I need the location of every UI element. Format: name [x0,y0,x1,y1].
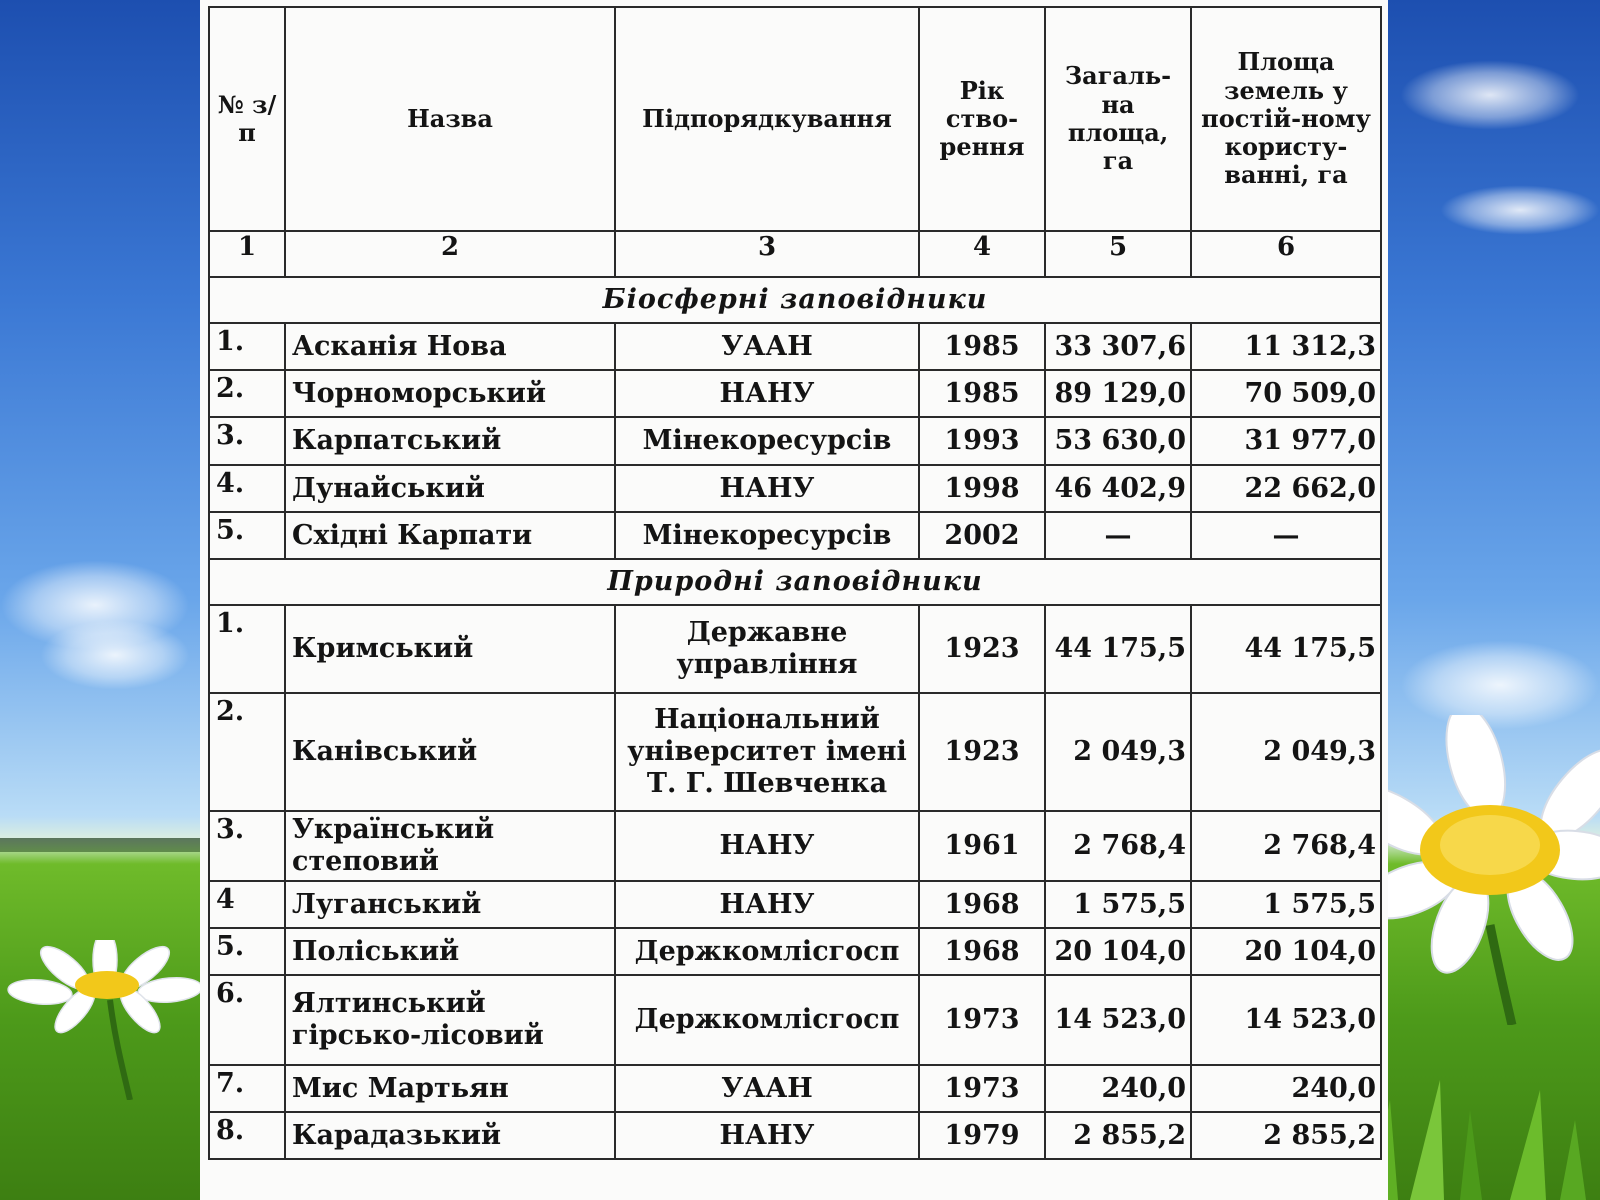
cloud-decoration [40,620,190,690]
subordination: Держкомлісгосп [615,975,919,1065]
total-area: 20 104,0 [1045,928,1191,975]
reserves-table [208,6,1382,1160]
subordination: НАНУ [615,811,919,881]
header-total-area: Загаль-на площа, га [1045,7,1191,231]
total-area: 33 307,6 [1045,323,1191,370]
total-area: 89 129,0 [1045,370,1191,417]
reserve-name: Східні Карпати [285,512,615,559]
column-number: 5 [1045,231,1191,277]
subordination: УААН [615,323,919,370]
permanent-area: 2 768,4 [1191,811,1381,881]
permanent-area: 70 509,0 [1191,370,1381,417]
header-number: № з/п [209,7,285,231]
year: 1923 [919,605,1045,693]
total-area: 14 523,0 [1045,975,1191,1065]
header-subordination: Підпорядкування [615,7,919,231]
section-header-row [209,559,1381,605]
reserve-name: Кримський [285,605,615,693]
treeline-decoration [0,838,205,852]
year: 1993 [919,417,1045,465]
row-number: 6. [209,975,285,1065]
permanent-area: 44 175,5 [1191,605,1381,693]
permanent-area: 2 049,3 [1191,693,1381,811]
subordination: НАНУ [615,370,919,417]
subordination: НАНУ [615,1112,919,1159]
section-header-row [209,277,1381,323]
small-daisy-icon [5,940,205,1100]
column-number: 3 [615,231,919,277]
total-area: 1 575,5 [1045,881,1191,928]
total-area: 44 175,5 [1045,605,1191,693]
column-number-row [209,231,1381,277]
row-number: 5. [209,928,285,975]
reserve-name: Мис Мартьян [285,1065,615,1112]
table-row [209,1065,1381,1112]
column-number: 6 [1191,231,1381,277]
document-page [200,0,1388,1200]
table-row [209,811,1381,881]
cloud-decoration [1440,185,1600,235]
subordination: НАНУ [615,465,919,512]
cloud-decoration [1400,60,1580,130]
year: 1968 [919,928,1045,975]
total-area: 2 768,4 [1045,811,1191,881]
reserve-name: Карадазький [285,1112,615,1159]
daisy-flower-icon [1370,715,1600,1025]
row-number: 1. [209,605,285,693]
row-number: 8. [209,1112,285,1159]
column-number: 1 [209,231,285,277]
reserve-name: Луганський [285,881,615,928]
table-row [209,512,1381,559]
total-area: 2 049,3 [1045,693,1191,811]
reserve-name: Ялтинський гірсько-лісовий [285,975,615,1065]
subordination: Державне управління [615,605,919,693]
table-row [209,465,1381,512]
permanent-area: 1 575,5 [1191,881,1381,928]
reserve-name: Український степовий [285,811,615,881]
header-name: Назва [285,7,615,231]
row-number: 1. [209,323,285,370]
section-title: Природні заповідники [209,559,1381,605]
year: 2002 [919,512,1045,559]
table-header-row [209,7,1381,231]
table-row [209,1112,1381,1159]
reserve-name: Чорноморський [285,370,615,417]
table-row [209,417,1381,465]
subordination: НАНУ [615,881,919,928]
permanent-area: 14 523,0 [1191,975,1381,1065]
column-number: 2 [285,231,615,277]
year: 1973 [919,1065,1045,1112]
year: 1973 [919,975,1045,1065]
year: 1998 [919,465,1045,512]
section-title: Біосферні заповідники [209,277,1381,323]
subordination: Держкомлісгосп [615,928,919,975]
reserve-name: Карпатський [285,417,615,465]
table-row [209,370,1381,417]
year: 1985 [919,323,1045,370]
subordination: Мінекоресурсів [615,512,919,559]
year: 1961 [919,811,1045,881]
reserve-name: Поліський [285,928,615,975]
permanent-area: 31 977,0 [1191,417,1381,465]
table-row [209,323,1381,370]
permanent-area: 11 312,3 [1191,323,1381,370]
row-number: 2. [209,370,285,417]
year: 1923 [919,693,1045,811]
grass-decoration [1360,1060,1600,1200]
reserve-name: Канівський [285,693,615,811]
total-area: — [1045,512,1191,559]
reserve-name: Дунайський [285,465,615,512]
header-year: Рік ство-рення [919,7,1045,231]
table-row [209,928,1381,975]
row-number: 3. [209,417,285,465]
permanent-area: 20 104,0 [1191,928,1381,975]
reserve-name: Асканія Нова [285,323,615,370]
table-row [209,881,1381,928]
total-area: 240,0 [1045,1065,1191,1112]
permanent-area: 22 662,0 [1191,465,1381,512]
year: 1979 [919,1112,1045,1159]
row-number: 7. [209,1065,285,1112]
column-number: 4 [919,231,1045,277]
permanent-area: — [1191,512,1381,559]
row-number: 3. [209,811,285,881]
row-number: 4 [209,881,285,928]
permanent-area: 240,0 [1191,1065,1381,1112]
permanent-area: 2 855,2 [1191,1112,1381,1159]
row-number: 2. [209,693,285,811]
total-area: 53 630,0 [1045,417,1191,465]
total-area: 46 402,9 [1045,465,1191,512]
table-row [209,605,1381,693]
header-permanent-area: Площа земель у постій-ному користу-ванні, га [1191,7,1381,231]
year: 1985 [919,370,1045,417]
total-area: 2 855,2 [1045,1112,1191,1159]
table-row [209,693,1381,811]
year: 1968 [919,881,1045,928]
subordination: УААН [615,1065,919,1112]
row-number: 4. [209,465,285,512]
row-number: 5. [209,512,285,559]
table-row [209,975,1381,1065]
subordination: Національний університет імені Т. Г. Шевченка [615,693,919,811]
subordination: Мінекоресурсів [615,417,919,465]
